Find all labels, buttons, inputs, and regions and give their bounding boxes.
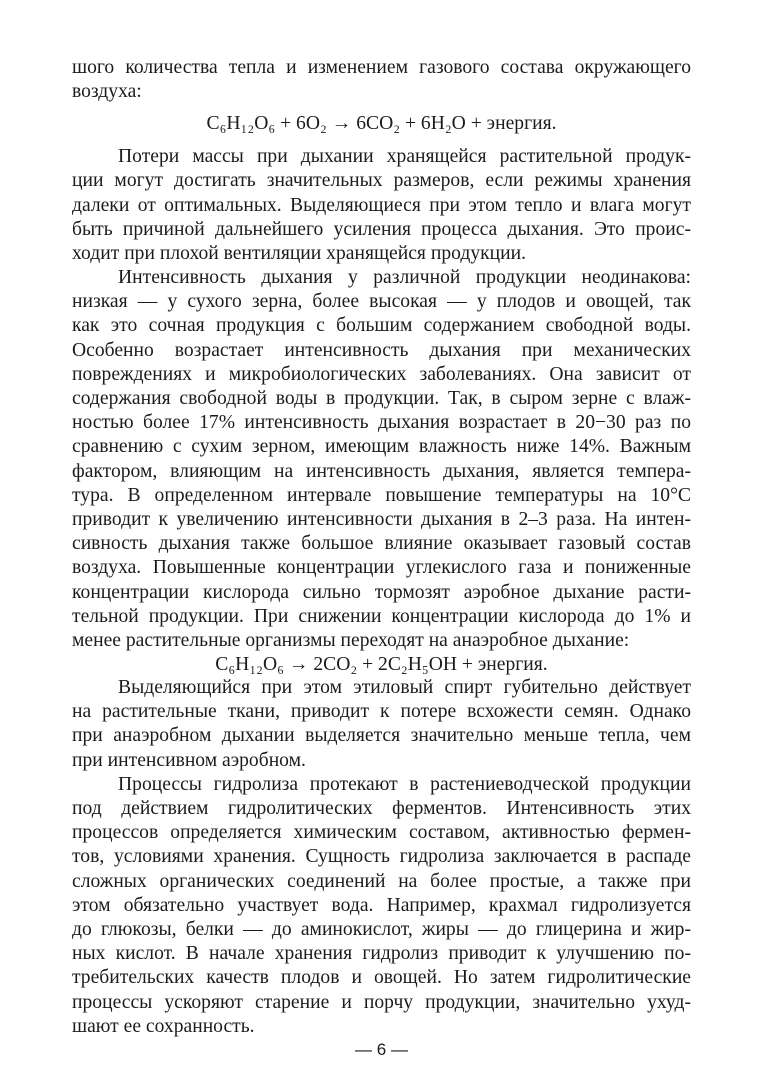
text-line: сивность дыхания также большое влияние оказывает газовый состав bbox=[72, 533, 691, 555]
text-line: шого количества тепла и изменением газового состава окружающего bbox=[72, 57, 691, 78]
text-line: Выделяющийся при этом этиловый спирт губительно действует bbox=[118, 677, 691, 699]
text-line: шают ее сохранность. bbox=[72, 1015, 255, 1037]
text-line: ходит при плохой вентиляции хранящейся продукции. bbox=[72, 242, 527, 264]
text-line: процессы ускоряют старение и порчу продукции, значительно ухуд- bbox=[72, 991, 691, 1013]
paragraph bbox=[72, 773, 691, 1039]
text-line: содержания свободной воды в продукции. Так, в сыром зерне с влаж- bbox=[72, 388, 691, 410]
text-line: низкая — у сухого зерна, более высокая — у плодов и овощей, так bbox=[72, 291, 691, 313]
text-line: на растительные ткани, приводит к потере всхожести семян. Однако bbox=[72, 701, 691, 723]
text-line: повреждениях и микробиологических заболеваниях. Она зависит от bbox=[72, 363, 691, 385]
text-line: как это сочная продукция с большим содержанием свободной воды. bbox=[72, 315, 691, 337]
paragraph bbox=[72, 145, 691, 266]
text-line: менее растительные организмы переходят на анаэробное дыхание: bbox=[72, 629, 630, 651]
text-line: Процессы гидролиза протекают в растениеводческой продукции bbox=[118, 773, 691, 795]
chemical-equation: C₆H₁₂O₆ → 2CO₂ + 2C₂H₅OH + энергия. bbox=[215, 654, 548, 676]
paragraph bbox=[72, 56, 691, 104]
text-line: сложных органических соединений на более простые, а также при bbox=[72, 870, 691, 892]
text-line: фактором, влияющим на интенсивность дыхания, является темпера- bbox=[72, 460, 691, 482]
text-line: быть причиной дальнейшего усиления процесса дыхания. Это проис- bbox=[72, 218, 691, 240]
text-line: этом обязательно участвует вода. Например, крахмал гидролизуется bbox=[72, 894, 691, 916]
text-line: тельной продукции. При снижении концентрации кислорода до 1% и bbox=[72, 605, 691, 627]
text-line: при анаэробном дыхании выделяется значительно меньше тепла, чем bbox=[72, 725, 691, 747]
text-line: сравнению с сухим зерном, имеющим влажность ниже 14%. Важным bbox=[72, 436, 691, 458]
paragraph bbox=[72, 266, 691, 653]
text-line: под действием гидролитических ферментов. Интенсивность этих bbox=[72, 798, 691, 820]
text-line: ных кислот. В начале хранения гидролиз приводит к улучшению по- bbox=[72, 943, 691, 965]
text-line: Особенно возрастает интенсивность дыхания при механических bbox=[72, 339, 691, 361]
paragraph bbox=[72, 676, 691, 773]
text-line: воздуха. Повышенные концентрации углекислого газа и пониженные bbox=[72, 557, 691, 579]
text-line: воздуха: bbox=[72, 81, 142, 103]
text-line: концентрации кислорода сильно тормозят аэробное дыхание расти- bbox=[72, 581, 691, 603]
page-number: — 6 — bbox=[355, 1040, 408, 1059]
text-line: требительских качеств плодов и овощей. Но затем гидролитические bbox=[72, 967, 691, 989]
text-line: ции могут достигать значительных размеров, если режимы хранения bbox=[72, 170, 691, 192]
chemical-equation: C₆H₁₂O₆ + 6O₂ → 6CO₂ + 6H₂O + энергия. bbox=[206, 113, 557, 135]
text-line: до глюкозы, белки — до аминокислот, жиры — до глицерина и жир- bbox=[72, 918, 691, 940]
text-line: при интенсивном аэробном. bbox=[72, 749, 306, 771]
page-body bbox=[72, 56, 691, 1039]
text-line: ностью более 17% интенсивность дыхания возрастает в 20−30 раз по bbox=[72, 412, 691, 434]
text-line: тура. В определенном интервале повышение температуры на 10°C bbox=[72, 484, 691, 506]
text-line: Потери массы при дыхании хранящейся растительной продук- bbox=[118, 146, 691, 168]
text-line: тов, условиями хранения. Сущность гидролиза заключается в распаде bbox=[72, 846, 691, 868]
text-line: Интенсивность дыхания у различной продукции неодинакова: bbox=[118, 267, 691, 289]
text-line: приводит к увеличению интенсивности дыхания в 2–3 раза. На интен- bbox=[72, 508, 691, 530]
text-line: процессов определяется химическим составом, активностью фермен- bbox=[72, 822, 691, 844]
text-line: далеки от оптимальных. Выделяющиеся при этом тепло и влага могут bbox=[72, 194, 691, 216]
